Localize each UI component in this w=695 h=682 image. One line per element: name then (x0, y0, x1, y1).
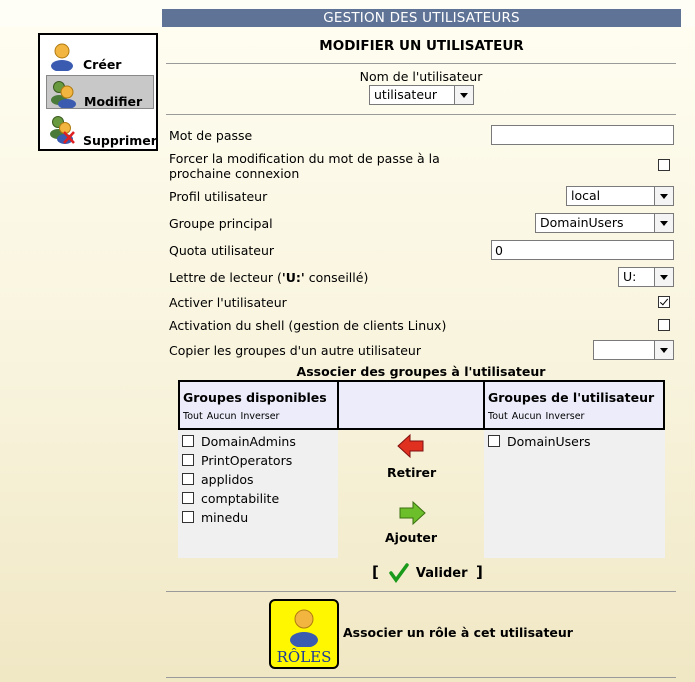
available-groups-links (183, 411, 283, 422)
users-icon (50, 78, 76, 108)
user-select-all-link[interactable]: Tout (488, 411, 508, 422)
add-button[interactable]: Ajouter (385, 530, 438, 545)
group-checkbox[interactable] (182, 435, 194, 447)
available-invert-link[interactable]: Inverser (240, 411, 280, 422)
copy-groups-label: Copier les groupes d'un autre utilisateur (169, 343, 421, 358)
quota-field[interactable] (491, 240, 674, 260)
group-name: DomainAdmins (201, 434, 296, 449)
drive-letter-label (169, 270, 368, 285)
force-change-checkbox[interactable] (658, 159, 670, 171)
profile-value: local (571, 188, 601, 203)
username-select[interactable] (369, 85, 474, 105)
modify-user-action[interactable] (46, 75, 154, 109)
primary-group-label: Groupe principal (169, 216, 273, 231)
chevron-down-icon (654, 214, 673, 232)
validate-bracket-open: [ (372, 563, 379, 581)
page-title: GESTION DES UTILISATEURS (162, 9, 681, 27)
group-name: PrintOperators (201, 453, 293, 468)
available-groups-title: Groupes disponibles (183, 390, 327, 405)
copy-groups-select[interactable] (593, 340, 674, 360)
available-groups-list (178, 430, 338, 558)
group-checkbox[interactable] (182, 511, 194, 523)
activate-user-label: Activer l'utilisateur (169, 295, 287, 310)
drive-letter-label-bold: 'U:' (281, 270, 305, 285)
available-select-none-link[interactable]: Aucun (206, 411, 237, 422)
group-name: DomainUsers (507, 434, 591, 449)
user-select-none-link[interactable]: Aucun (511, 411, 542, 422)
chevron-down-icon (654, 341, 673, 359)
password-label: Mot de passe (169, 128, 253, 143)
associate-groups-title: Associer des groupes à l'utilisateur (296, 364, 546, 379)
divider (166, 677, 676, 678)
divider (166, 63, 676, 64)
profile-select[interactable] (566, 186, 674, 206)
password-field[interactable] (491, 125, 674, 145)
form-title: MODIFIER UN UTILISATEUR (319, 38, 524, 54)
delete-user-action[interactable] (46, 113, 157, 148)
middle-header (337, 380, 485, 430)
create-user-action[interactable] (46, 39, 154, 73)
available-select-all-link[interactable]: Tout (183, 411, 203, 422)
activate-user-checkbox[interactable] (658, 296, 670, 308)
quota-label: Quota utilisateur (169, 243, 275, 258)
validate-bracket-close: ] (476, 563, 483, 581)
username-value: utilisateur (374, 87, 438, 102)
validate-label: Valider (415, 566, 468, 581)
group-checkbox[interactable] (182, 454, 194, 466)
arrow-right-icon[interactable] (398, 500, 426, 526)
group-checkbox[interactable] (182, 473, 194, 485)
user-groups-list (484, 430, 665, 558)
shell-label: Activation du shell (gestion de clients Linux) (169, 318, 447, 333)
group-name: comptabilite (201, 491, 280, 506)
header-bar (0, 0, 695, 27)
user-groups-header (483, 380, 665, 430)
remove-button[interactable]: Retirer (387, 465, 437, 480)
force-change-label-line2: prochaine connexion (169, 166, 300, 181)
validate-button[interactable] (372, 563, 483, 583)
create-user-label: Créer (83, 57, 122, 72)
user-groups-title: Groupes de l'utilisateur (488, 390, 655, 405)
primary-group-select[interactable] (535, 213, 674, 233)
drive-letter-label-post: conseillé) (304, 270, 369, 285)
check-icon (389, 563, 409, 583)
group-name: applidos (201, 472, 254, 487)
action-menu (38, 33, 158, 151)
group-name: minedu (201, 510, 249, 525)
user-invert-link[interactable]: Inverser (545, 411, 585, 422)
roles-button-text: RÔLES (276, 648, 332, 666)
drive-letter-select[interactable] (618, 267, 674, 287)
primary-group-value: DomainUsers (540, 215, 624, 230)
username-label: Nom de l'utilisateur (359, 69, 483, 84)
available-groups-header (178, 380, 339, 430)
chevron-down-icon (654, 268, 673, 286)
delete-user-label: Supprimer (83, 133, 157, 148)
divider (166, 591, 676, 592)
roles-button[interactable] (269, 599, 339, 669)
shell-checkbox[interactable] (658, 319, 670, 331)
user-delete-icon (49, 115, 75, 145)
modify-user-label: Modifier (84, 94, 143, 109)
group-checkbox[interactable] (488, 435, 500, 447)
arrow-left-icon[interactable] (397, 433, 425, 459)
drive-letter-value: U: (623, 269, 637, 284)
group-checkbox[interactable] (182, 492, 194, 504)
user-icon (49, 41, 75, 71)
profile-label: Profil utilisateur (169, 189, 268, 204)
user-groups-links (488, 411, 588, 422)
user-icon (288, 605, 320, 647)
chevron-down-icon (654, 187, 673, 205)
drive-letter-label-pre: Lettre de lecteur ( (169, 270, 282, 285)
roles-label: Associer un rôle à cet utilisateur (343, 625, 573, 640)
force-change-label-line1: Forcer la modification du mot de passe à la (169, 151, 440, 166)
divider (166, 114, 676, 115)
chevron-down-icon (454, 86, 473, 104)
